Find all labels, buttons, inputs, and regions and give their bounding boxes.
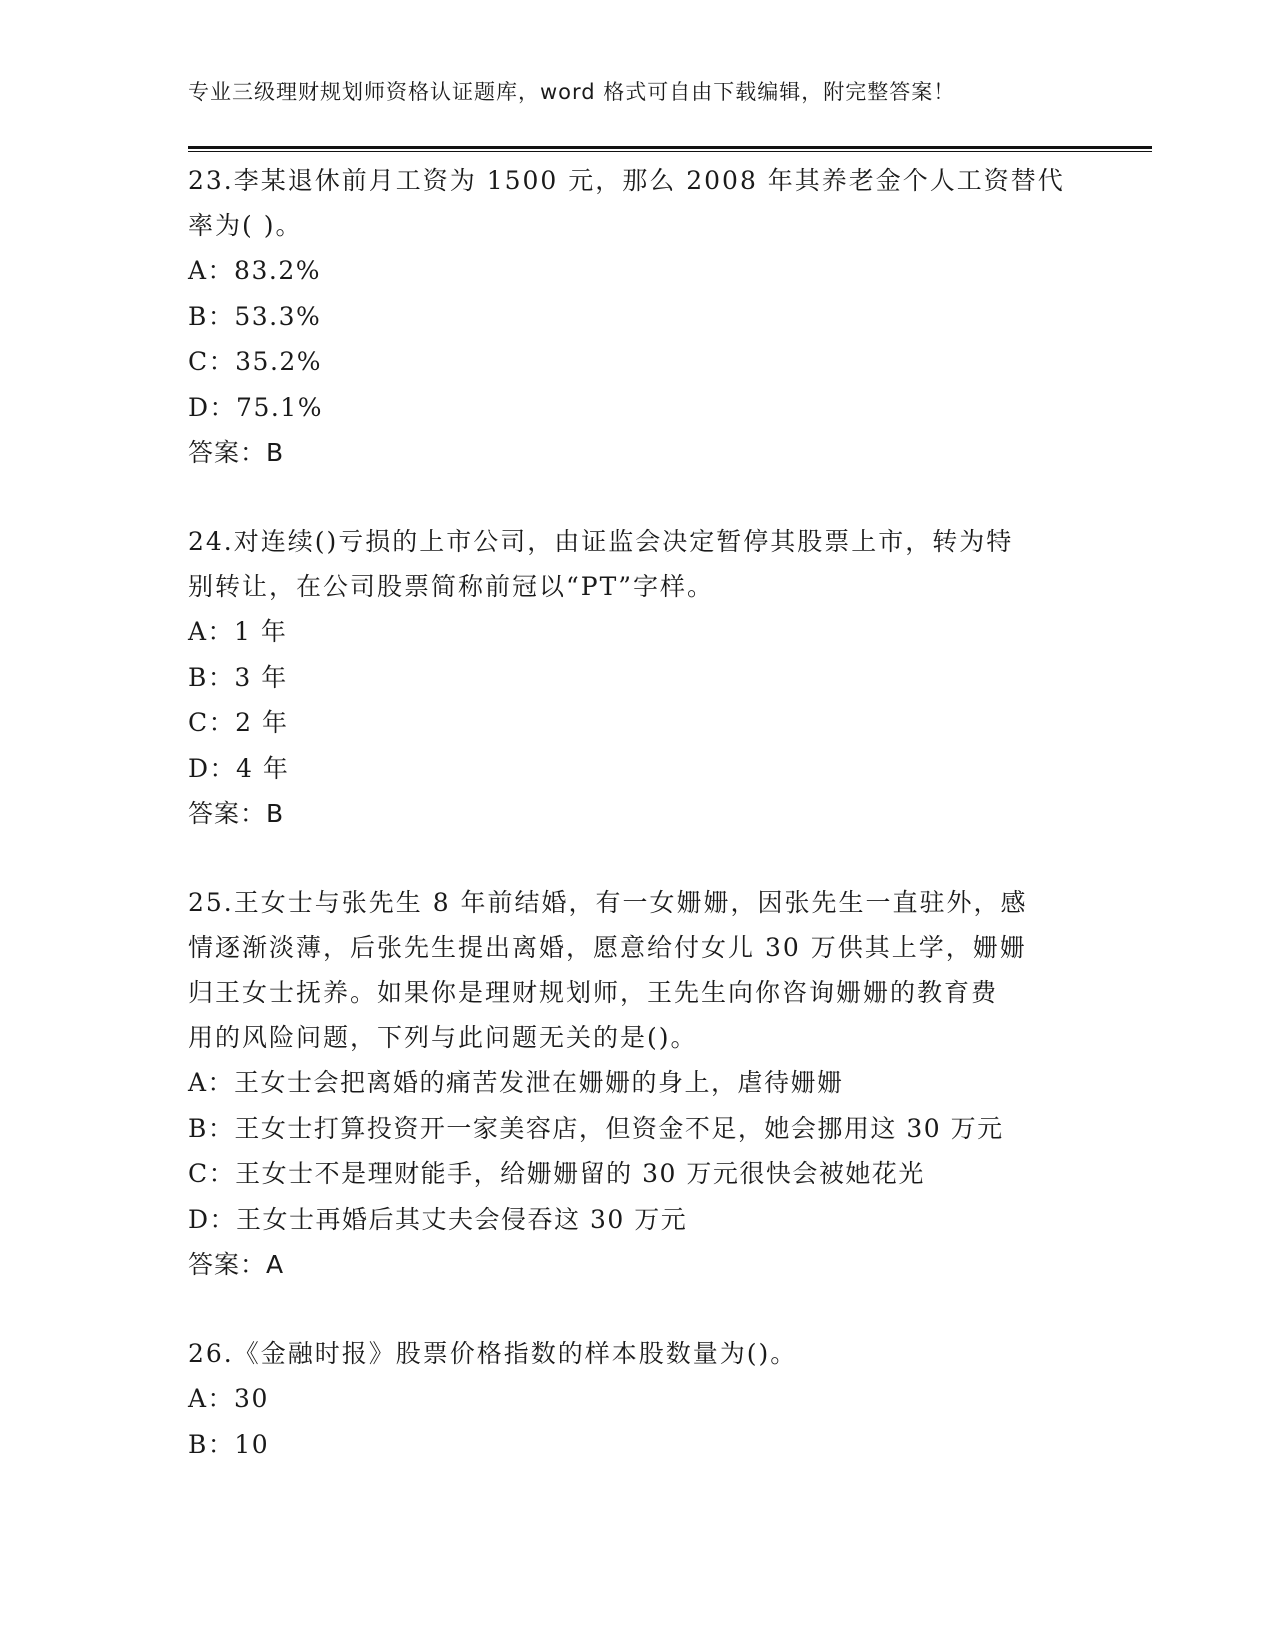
question-spacer: [188, 836, 1088, 880]
question-25: [188, 880, 1088, 1287]
option-d: D：王女士再婚后其丈夫会侵吞这 30 万元: [188, 1204, 688, 1234]
option-c: C：35.2%: [188, 347, 323, 376]
option-a: A：王女士会把离婚的痛苦发泄在姗姗的身上，虐待姗姗: [188, 1068, 844, 1097]
header-rule-thick: [188, 146, 1152, 149]
question-24: [188, 519, 1088, 836]
answer: 答案：A: [188, 1250, 285, 1279]
option-c: C：2 年: [188, 708, 289, 737]
page-header: 专业三级理财规划师资格认证题库，word 格式可自由下载编辑，附完整答案！: [188, 80, 956, 104]
question-stem-line: 25.王女士与张先生 8 年前结婚，有一女姗姗，因张先生一直驻外，感: [188, 888, 1028, 917]
answer: 答案：B: [188, 799, 285, 828]
answer: 答案：B: [188, 438, 285, 467]
question-stem-line: 23.李某退休前月工资为 1500 元，那么 2008 年其养老金个人工资替代: [188, 166, 1065, 195]
question-list: [188, 158, 1088, 1467]
option-d: D：75.1%: [188, 392, 323, 422]
option-c: C：王女士不是理财能手，给姗姗留的 30 万元很快会被她花光: [188, 1159, 925, 1188]
question-stem-line: 情逐渐淡薄，后张先生提出离婚，愿意给付女儿 30 万供其上学，姗姗: [188, 933, 1027, 962]
option-b: B：53.3%: [188, 301, 322, 331]
question-stem-line: 用的风险问题，下列与此问题无关的是()。: [188, 1023, 698, 1052]
question-spacer: [188, 475, 1088, 519]
header-rule-thin: [188, 151, 1152, 152]
question-stem-line: 别转让，在公司股票简称前冠以“PT”字样。: [188, 572, 715, 601]
option-b: B：王女士打算投资开一家美容店，但资金不足，她会挪用这 30 万元: [188, 1113, 1004, 1143]
question-stem-line: 26.《金融时报》股票价格指数的样本股数量为()。: [188, 1339, 798, 1368]
option-d: D：4 年: [188, 753, 290, 783]
option-b: B：3 年: [188, 662, 288, 692]
question-26: [188, 1331, 1088, 1467]
question-stem-line: 24.对连续()亏损的上市公司，由证监会决定暂停其股票上市，转为特: [188, 527, 1014, 556]
question-stem-line: 率为( )。: [188, 211, 303, 240]
option-a: A：30: [188, 1384, 269, 1413]
option-a: A：83.2%: [188, 256, 321, 285]
question-spacer: [188, 1287, 1088, 1331]
option-a: A：1 年: [188, 617, 288, 646]
question-23: [188, 158, 1088, 475]
question-stem-line: 归王女士抚养。如果你是理财规划师，王先生向你咨询姗姗的教育费: [188, 978, 999, 1007]
option-b: B：10: [188, 1429, 270, 1459]
